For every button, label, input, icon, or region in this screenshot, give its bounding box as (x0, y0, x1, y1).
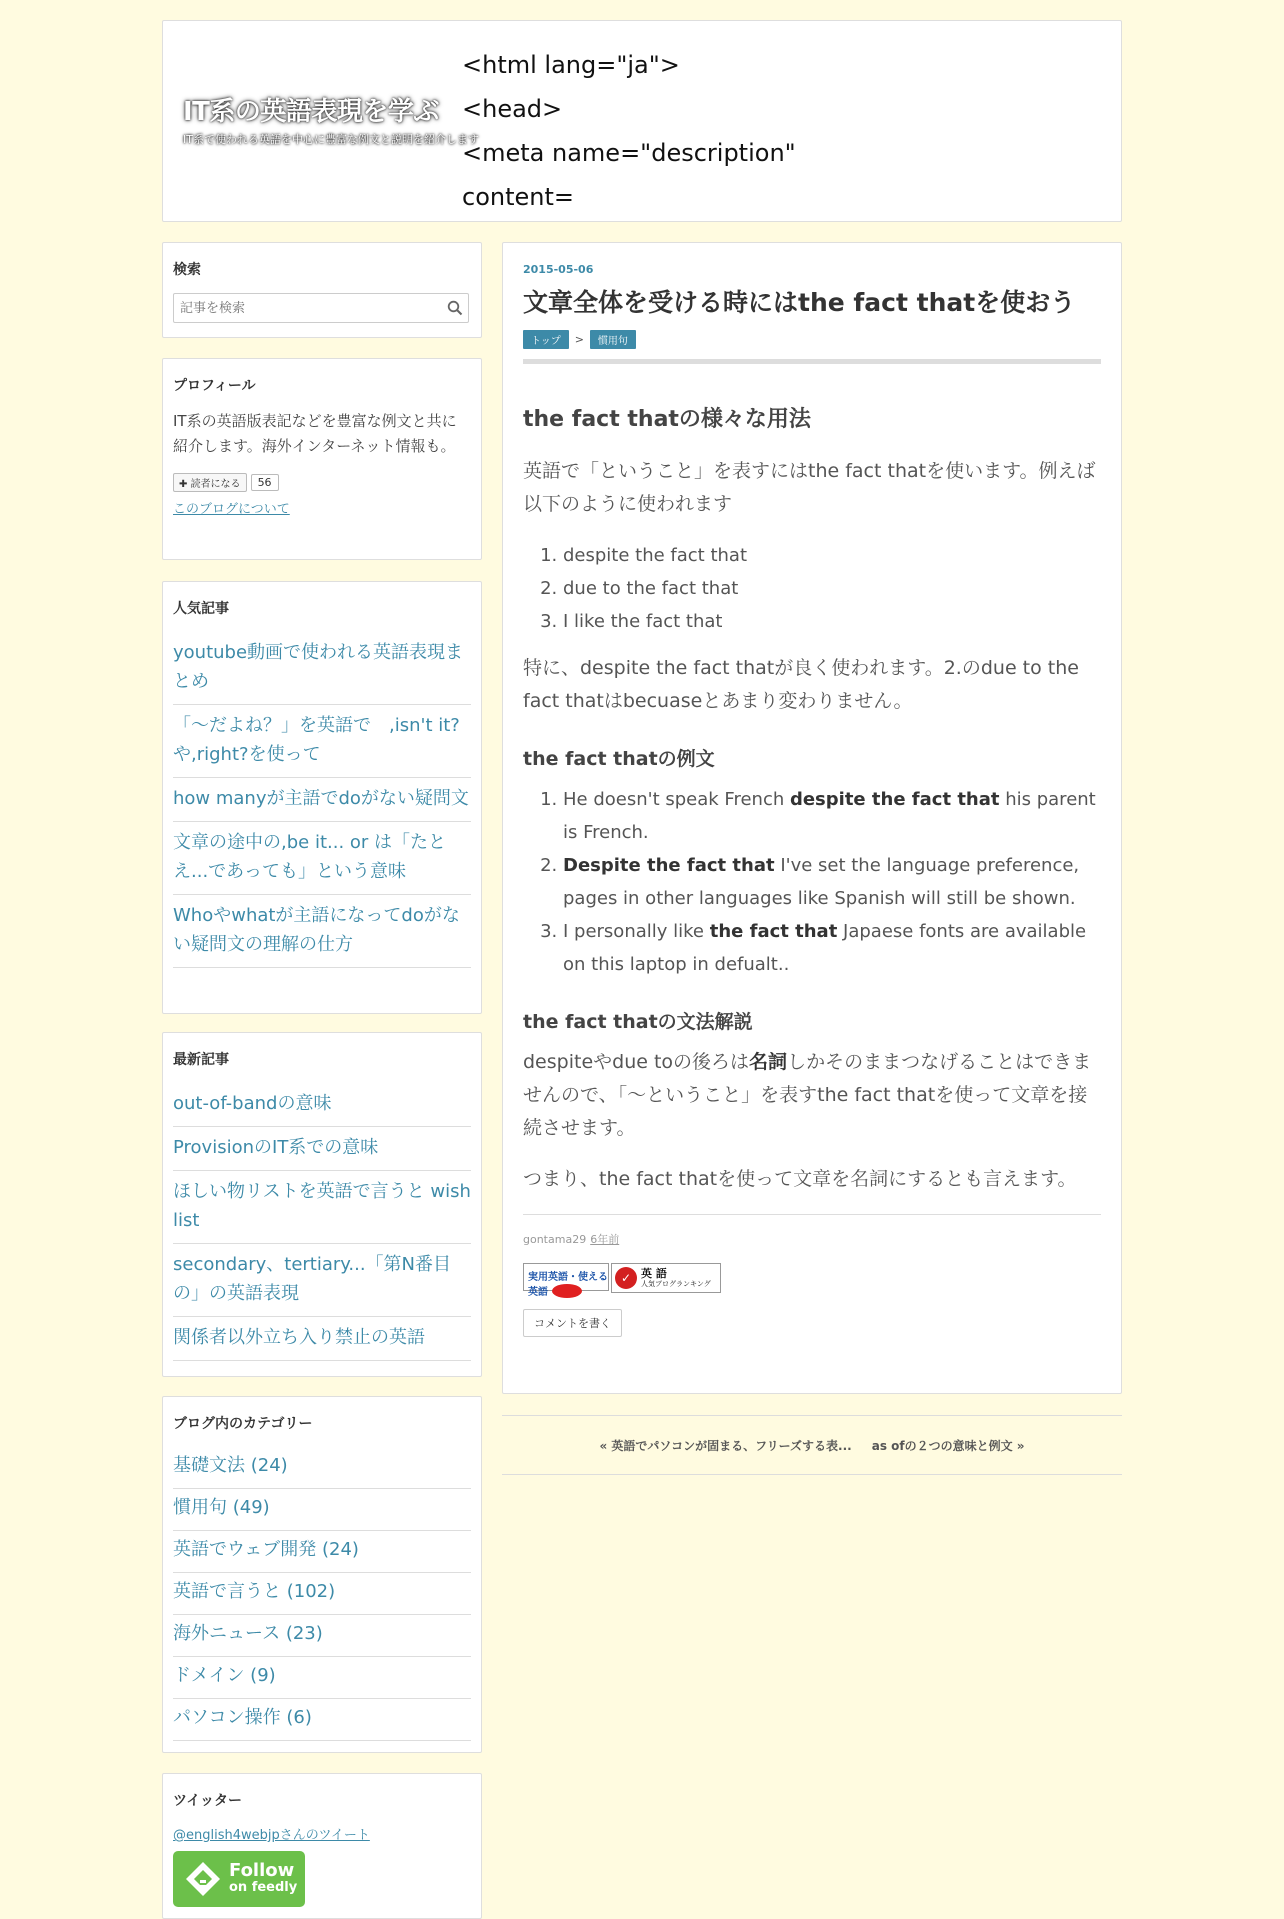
recent-link[interactable]: 関係者以外立ち入り禁止の英語 (173, 1327, 425, 1348)
code-line: <meta name="description" (462, 139, 796, 167)
popular-link[interactable]: 文章の途中の,be it... or は「たとえ...であっても」という意味 (173, 832, 447, 882)
recent-module (162, 1032, 482, 1377)
list-item: 2. due to the fact that (563, 572, 1101, 605)
recent-item[interactable] (173, 1083, 471, 1127)
ranking-logo-icon: ✓ (615, 1267, 637, 1289)
paragraph: つまり、the fact thatを使って文章を名詞にするとも言えます。 (523, 1168, 1077, 1190)
article-footer-divider (523, 1214, 1101, 1215)
breadcrumb-category[interactable]: 慣用句 (590, 330, 636, 349)
search-module (162, 242, 482, 338)
example-bold: despite the fact that (789, 789, 1000, 810)
category-item[interactable] (173, 1447, 471, 1489)
example-list (523, 783, 1101, 981)
breadcrumb-separator: > (574, 333, 584, 346)
search-input[interactable] (173, 293, 469, 323)
paragraph-text: しかそのままつなげることはできませんので、「～ということ」を表すthe fact thatを使って文章を接続させます。 (523, 1051, 1092, 1139)
subscribe-button[interactable] (173, 473, 247, 492)
ranking-badge-practical-english[interactable] (523, 1263, 609, 1298)
category-link[interactable]: 海外ニュース (23) (173, 1623, 323, 1644)
paragraph: 英語で「ということ」を表すにはthe fact thatを使います。例えば以下のように使われます (523, 460, 1096, 515)
popular-item[interactable] (173, 895, 471, 968)
feedly-text (229, 1862, 297, 1896)
article-title[interactable]: 文章全体を受ける時にはthe fact thatを使おう (523, 288, 1076, 317)
write-comment-button[interactable]: コメントを書く (523, 1309, 622, 1337)
twitter-link[interactable]: @english4webjpさんのツイート (173, 1828, 370, 1843)
header-code-text (462, 43, 796, 219)
blog-header (162, 20, 1122, 222)
category-link[interactable]: 英語でウェブ開発 (24) (173, 1539, 359, 1560)
example-item (563, 783, 1101, 849)
popular-link[interactable]: 「～だよね？」を英語で ,isn't it?や,right?を使って (173, 715, 460, 765)
title-divider (523, 359, 1101, 364)
post-date[interactable]: 2015-05-06 (523, 263, 594, 276)
recent-item[interactable] (173, 1317, 471, 1361)
category-list (173, 1447, 471, 1741)
categories-title: ブログ内のカテゴリー (173, 1416, 313, 1432)
recent-link[interactable]: ProvisionのIT系での意味 (173, 1137, 379, 1158)
section-heading: the fact thatの様々な用法 (523, 407, 811, 432)
popular-title: 人気記事 (173, 601, 229, 617)
profile-title: プロフィール (173, 378, 256, 394)
recent-title: 最新記事 (173, 1052, 229, 1068)
paragraph: 特に、despite the fact thatが良く使われます。2.のdue to the fact thatはbecuaseとあまり変わりません。 (523, 657, 1079, 712)
popular-item[interactable] (173, 632, 471, 705)
example-item (563, 915, 1101, 981)
search-box (173, 293, 471, 323)
category-link[interactable]: 慣用句 (49) (173, 1497, 270, 1518)
prev-post-link[interactable]: « 英語でパソコンが固まる、フリーズする表... (599, 1438, 852, 1453)
recent-item[interactable] (173, 1127, 471, 1171)
paragraph-text: despiteやdue toの後ろは (523, 1051, 750, 1073)
twitter-title: ツイッター (173, 1793, 243, 1809)
popular-item[interactable] (173, 778, 471, 822)
example-text: I've set the language preference, pages in other languages like Spanish will still be shown. (563, 855, 1080, 909)
categories-module (162, 1396, 482, 1753)
category-link[interactable]: 基礎文法 (24) (173, 1455, 288, 1476)
twitter-module (162, 1773, 482, 1919)
popular-list (173, 632, 471, 968)
code-line: content= (462, 183, 574, 211)
example-text: He doesn't speak French (563, 789, 790, 810)
popular-link[interactable]: Whoやwhatが主語になってdoがない疑問文の理解の仕方 (173, 905, 460, 955)
reader-row (173, 473, 471, 492)
breadcrumb (523, 330, 1101, 349)
reader-count: 56 (251, 474, 279, 491)
subsection-heading: the fact thatの例文 (523, 748, 715, 770)
example-bold: the fact that (709, 921, 838, 942)
recent-link[interactable]: ほしい物リストを英語で言うと wish list (173, 1181, 471, 1231)
badge-subtitle: 人気ブログランキング (641, 1279, 711, 1288)
list-item: 1. despite the fact that (563, 539, 1101, 572)
recent-list (173, 1083, 471, 1361)
list-item: 3. I like the fact that (563, 605, 1101, 638)
feedly-icon (183, 1859, 223, 1899)
code-line: <head> (462, 95, 563, 123)
category-item[interactable] (173, 1531, 471, 1573)
search-icon[interactable] (447, 300, 463, 316)
post-pager (502, 1415, 1122, 1475)
profile-text: IT系の英語版表記などを豊富な例文と共に紹介します。海外インターネット情報も。 (173, 412, 457, 455)
subscribe-label: 読者になる (190, 479, 241, 490)
category-item[interactable] (173, 1573, 471, 1615)
popular-link[interactable]: how manyが主語でdoがない疑問文 (173, 788, 469, 809)
search-title: 検索 (173, 262, 201, 278)
about-blog-link[interactable]: このブログについて (173, 502, 290, 517)
recent-item[interactable] (173, 1244, 471, 1317)
feedly-sublabel: on feedly (229, 1880, 298, 1895)
category-link[interactable]: ドメイン (9) (173, 1665, 276, 1686)
category-item[interactable] (173, 1699, 471, 1741)
breadcrumb-top[interactable]: トップ (523, 330, 569, 349)
badge-decoration (552, 1284, 582, 1298)
category-link[interactable]: パソコン操作 (6) (173, 1707, 312, 1728)
ranking-badges (523, 1263, 1101, 1298)
blog-description: IT系で使われる英語を中心に豊富な例文と説明を紹介します (183, 133, 479, 146)
feedly-label: Follow (229, 1860, 295, 1881)
blog-title[interactable]: IT系の英語表現を学ぶ (183, 97, 439, 127)
post-age-link[interactable]: 6年前 (590, 1233, 620, 1246)
article (502, 242, 1122, 1394)
post-meta (523, 1231, 1101, 1247)
example-text: I personally like (563, 921, 710, 942)
feedly-follow-button[interactable] (173, 1851, 305, 1907)
ranking-badge-blog-ranking[interactable] (611, 1263, 721, 1293)
badge-title: 英 語 (641, 1266, 667, 1280)
category-item[interactable] (173, 1657, 471, 1699)
category-link[interactable]: 英語で言うと (102) (173, 1581, 336, 1602)
plus-icon: ✚ (179, 479, 191, 490)
example-item (563, 849, 1101, 915)
recent-link[interactable]: out-of-bandの意味 (173, 1093, 332, 1114)
popular-link[interactable]: youtube動画で使われる英語表現まとめ (173, 642, 464, 692)
badge-text (641, 1268, 711, 1289)
example-text: Japaese fonts are available on this laptop in defualt.. (563, 921, 1087, 975)
badge-label: 実用英語・使える英語 (528, 1272, 608, 1298)
profile-module (162, 358, 482, 560)
usage-list (523, 539, 1101, 638)
recent-link[interactable]: secondary、tertiary...「第N番目の」の英語表現 (173, 1254, 452, 1304)
subsection-heading: the fact thatの文法解説 (523, 1011, 753, 1033)
article-body (523, 402, 1101, 1196)
popular-item[interactable] (173, 822, 471, 895)
paragraph-bold: 名詞 (749, 1051, 788, 1073)
paragraph (523, 1046, 1101, 1145)
next-post-link[interactable]: as ofの２つの意味と例文 » (871, 1438, 1025, 1453)
code-line: <html lang="ja"> (462, 51, 680, 79)
author-name[interactable]: gontama29 (523, 1233, 587, 1246)
example-bold: Despite the fact that (563, 855, 775, 876)
category-item[interactable] (173, 1489, 471, 1531)
recent-item[interactable] (173, 1171, 471, 1244)
popular-item[interactable] (173, 705, 471, 778)
example-text: his parent is French. (563, 789, 1096, 843)
popular-module (162, 581, 482, 1014)
category-item[interactable] (173, 1615, 471, 1657)
